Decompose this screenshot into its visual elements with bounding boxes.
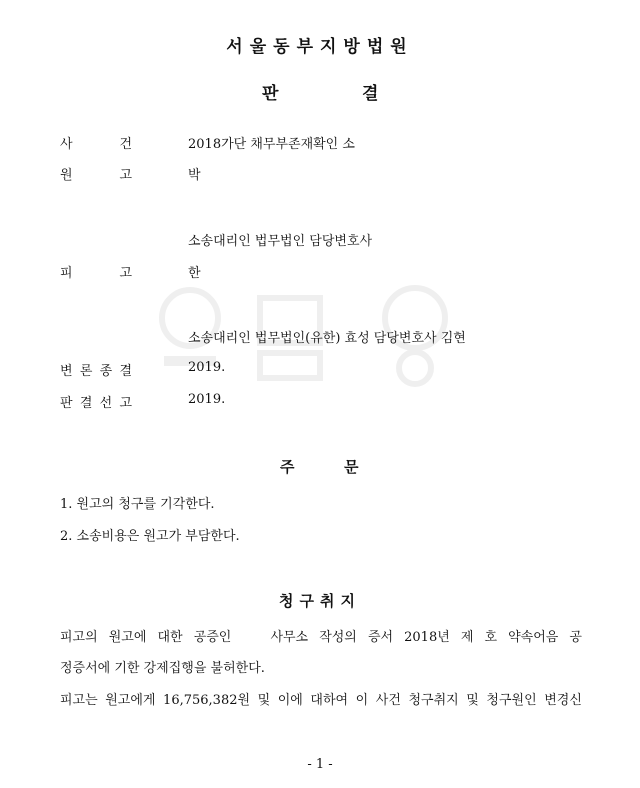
label-hearing-closed [60,360,132,379]
claim-l3-w1: 원고에게 [105,693,156,708]
label-defendant-b: 고 [119,266,132,281]
label-plaintiff [60,164,132,183]
claim-l3-w3: 및 [257,693,271,708]
hearing-closed-date: 2019. [188,360,226,375]
claim-l1-w11: 공 [569,630,582,645]
label-hc-3: 종 [99,364,113,379]
claim-l3-w0: 피고는 [60,693,98,708]
claim-l3-w10: 청구원인 [486,693,537,708]
claim-l3-w5: 대하여 [310,693,349,708]
label-judgment-date [60,392,132,411]
label-jd-2: 결 [79,396,93,411]
plaintiff-counsel: 소송대리인 법무법인 담당변호사 [188,234,373,249]
claim-l3-w8: 청구취지 [408,693,459,708]
label-case-b: 건 [119,137,132,152]
ruling-item-2: 2. 소송비용은 원고가 부담한다. [60,529,240,544]
claim-heading: 청구취지 [279,592,361,610]
case-number: 2018가단 채무부존재확인 소 [188,137,355,152]
claim-l1-w5: 작성의 [319,630,357,645]
ruling-heading [0,456,640,478]
claim-l3-w4: 이에 [277,693,303,708]
claim-l3-w6: 이 [355,693,369,708]
label-jd-3: 선 [99,396,113,411]
title-char-left: 판 [262,84,279,104]
ruling-item-1: 1. 원고의 청구를 기각한다. [60,497,215,512]
page-number: - 1 - [307,757,333,772]
claim-l3-w2: 16,756,382원 [163,693,251,708]
claim-l3-w7: 사건 [375,693,401,708]
label-defendant-a: 피 [60,266,73,281]
claim-l1-w6: 증서 [367,630,394,645]
label-hc-1: 변 [60,364,73,379]
claim-l1-w9: 호 [484,630,498,645]
claim-line-1 [60,626,582,645]
claim-l1-w7: 2018년 [404,630,450,645]
title-char-right: 결 [362,84,379,104]
defendant-name: 한 [188,266,201,281]
ruling-heading-left: 주 [280,458,295,476]
ruling-heading-right: 문 [344,458,359,476]
label-plaintiff-a: 원 [60,168,73,183]
label-case-a: 사 [60,137,73,152]
plaintiff-name: 박 [188,168,201,183]
label-defendant [60,262,132,281]
document-title [0,79,640,103]
defendant-counsel: 소송대리인 법무법인(유한) 효성 담당변호사 김현 [188,331,466,346]
claim-l1-w0: 피고의 [60,630,98,645]
claim-l1-w3: 공증인 [193,630,232,645]
claim-l1-w8: 제 [460,630,474,645]
claim-l1-w4: 사무소 [270,630,309,645]
claim-l1-w1: 원고에 [108,630,147,645]
judgment-date: 2019. [188,392,226,407]
label-jd-4: 고 [119,396,132,411]
claim-l1-w2: 대한 [157,630,183,645]
label-hc-4: 결 [119,364,132,379]
claim-l3-w9: 및 [466,693,479,708]
claim-line-3 [60,689,582,708]
label-plaintiff-b: 고 [119,168,132,183]
court-name: 서울동부지방법원 [226,37,414,57]
label-case [60,133,132,152]
label-hc-2: 론 [79,364,93,379]
claim-l1-w10: 약속어음 [508,630,559,645]
claim-l3-w11: 변경신 [544,693,582,708]
label-jd-1: 판 [60,396,73,411]
claim-line-2: 정증서에 기한 강제집행을 불허한다. [60,661,265,676]
